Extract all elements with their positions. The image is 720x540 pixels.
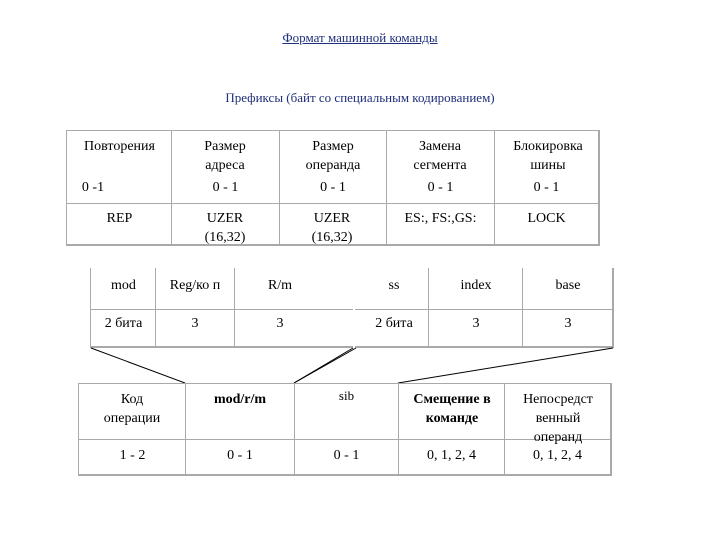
sib-header-index: index xyxy=(460,278,492,293)
command-header-modrm: mod/r/m xyxy=(213,392,267,407)
prefix-header-segment-override: Замена сегмента xyxy=(413,139,467,173)
command-header-displacement: Смещение в команде xyxy=(413,392,491,426)
modrm-header-rm: R/m xyxy=(267,278,293,293)
prefix-value-repeat: REP xyxy=(106,211,133,226)
command-header-sib: sib xyxy=(338,388,355,403)
modrm-connector-left xyxy=(91,348,185,383)
sib-connector-left xyxy=(294,348,356,383)
prefix-value-address-size: UZER (16,32) xyxy=(204,211,246,245)
command-header-immediate: Непосредст венный операнд xyxy=(523,392,593,445)
modrm-bits-rm: 3 xyxy=(276,316,284,331)
command-header-opcode: Код операции xyxy=(103,392,161,426)
prefix-header-operand-size: Размер операнда xyxy=(305,139,361,173)
prefix-value-bus-lock: LOCK xyxy=(527,211,566,226)
modrm-header-reg: Reg/ко п xyxy=(169,278,221,293)
sib-header-base: base xyxy=(555,278,581,293)
command-size-immediate: 0, 1, 2, 4 xyxy=(533,448,582,463)
prefix-range-segment-override: 0 - 1 xyxy=(427,180,454,195)
prefix-value-operand-size: UZER (16,32) xyxy=(311,211,353,245)
command-table-border-top xyxy=(78,383,611,384)
prefix-header-bus-lock: Блокировка шины xyxy=(513,139,583,173)
command-size-displacement: 0, 1, 2, 4 xyxy=(427,448,476,463)
prefix-range-bus-lock: 0 - 1 xyxy=(533,180,560,195)
page-subtitle: Префиксы (байт со специальным кодированием) xyxy=(225,90,495,105)
prefix-header-address-size: Размер адреса xyxy=(204,139,246,173)
modrm-bits-mod: 2 бита xyxy=(104,316,143,331)
command-size-sib: 0 - 1 xyxy=(333,448,360,463)
page-title: Формат машинной команды xyxy=(282,30,438,45)
prefix-range-operand-size: 0 - 1 xyxy=(320,180,346,195)
prefix-range-address-size: 0 - 1 xyxy=(212,180,239,195)
command-size-opcode: 1 - 2 xyxy=(119,448,146,463)
command-size-modrm: 0 - 1 xyxy=(227,448,253,463)
command-table-border-right xyxy=(610,383,612,476)
sib-bits-base: 3 xyxy=(564,316,572,331)
command-table-border-bottom xyxy=(78,474,611,476)
sib-connector-right xyxy=(398,348,613,383)
prefix-value-segment-override: ES:, FS:,GS: xyxy=(404,211,477,226)
modrm-header-mod: mod xyxy=(111,278,136,293)
command-table-border-left xyxy=(78,383,79,476)
sib-header-ss: ss xyxy=(388,278,400,293)
sib-bits-index: 3 xyxy=(472,316,480,331)
prefix-header-repeat: Повторения xyxy=(84,139,155,154)
sib-bits-ss: 2 бита xyxy=(375,316,413,331)
modrm-bits-reg: 3 xyxy=(191,316,199,331)
prefix-range-repeat: 0 -1 xyxy=(81,180,105,195)
